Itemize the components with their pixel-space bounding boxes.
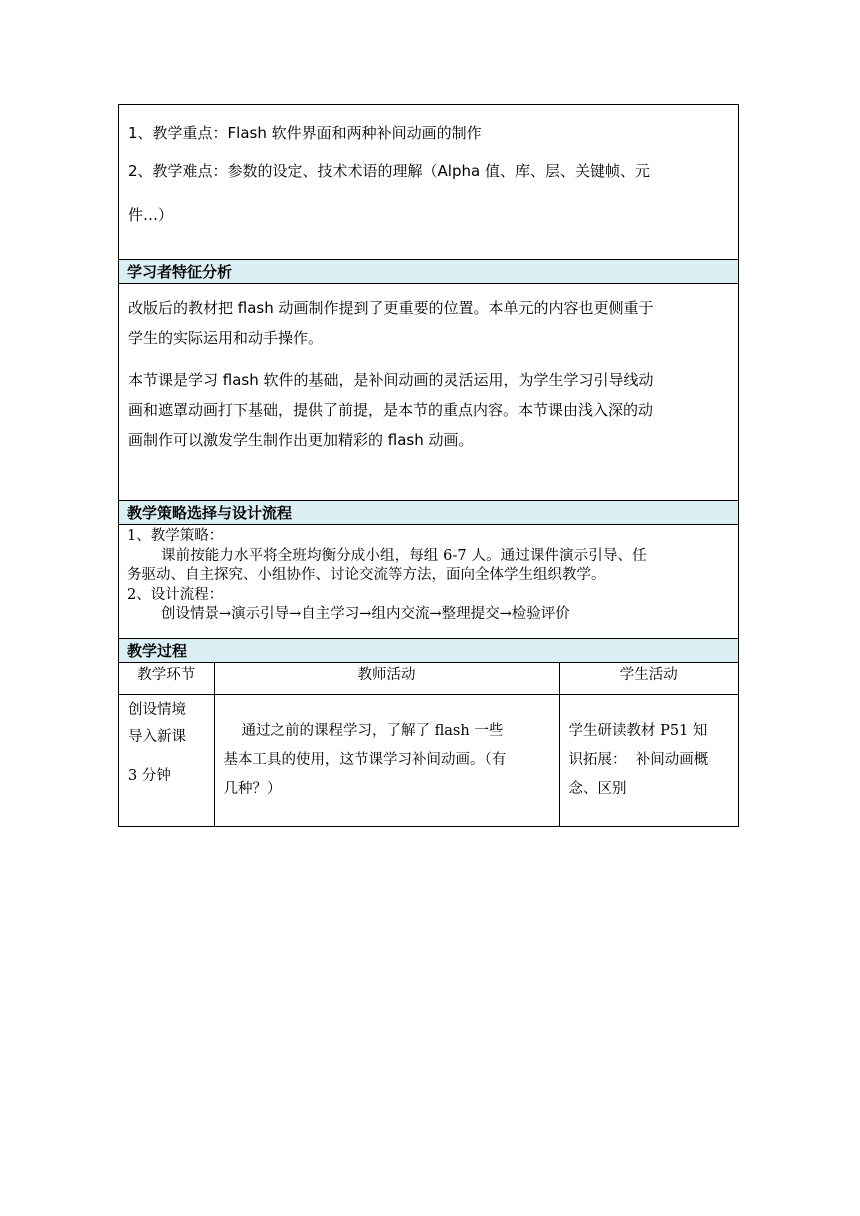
process-table-header [119, 663, 738, 695]
strategy-item2-flow: 创设情景→演示引导→自主学习→组内交流→整理提交→检验评价 [161, 606, 570, 622]
learner-para2-line1: 本节课是学习 flash 软件的基础，是补间动画的灵活运用，为学生学习引导线动 [128, 371, 654, 389]
key-point-line: 1、教学重点：Flash 软件界面和两种补间动画的制作 [128, 124, 482, 142]
col-student-header: 学生活动 [559, 663, 738, 695]
learner-para1-line1: 改版后的教材把 flash 动画制作提到了更重要的位置。本单元的内容也更侧重于 [128, 299, 654, 317]
strategy-item1-title: 1、教学策略： [127, 528, 224, 544]
learner-para1-line2: 学生的实际运用和动手操作。 [128, 329, 324, 347]
teacher-line-1: 通过之前的课程学习，了解了 flash 一些 [241, 723, 504, 739]
learner-section [119, 283, 738, 500]
stage-line-2: 导入新课 [128, 729, 186, 745]
col-stage-header: 教学环节 [119, 663, 214, 695]
student-line-3: 念、区别 [568, 781, 627, 797]
difficulty-line-1: 2、教学难点：参数的设定、技术术语的理解（Alpha 值、库、层、关键帧、元 [128, 162, 650, 180]
teacher-activity-cell [214, 695, 559, 826]
difficulty-line-2: 件…） [128, 206, 174, 224]
strategy-item1-line2: 务驱动、自主探究、小组协作、讨论交流等方法，面向全体学生组织教学。 [127, 567, 606, 583]
strategy-item2-title: 2、设计流程： [127, 586, 224, 603]
teacher-line-2: 基本工具的使用，这节课学习补间动画。（有 [223, 752, 507, 768]
stage-time: 3 分钟 [128, 768, 171, 784]
strategy-item1-line1: 课前按能力水平将全班均衡分成小组，每组 6-7 人。通过课件演示引导、任 [161, 547, 647, 564]
student-activity-cell [559, 695, 738, 826]
strategy-heading: 教学策略选择与设计流程 [119, 500, 738, 524]
lesson-plan-table [118, 104, 739, 827]
stage-cell [119, 695, 214, 826]
learner-heading: 学习者特征分析 [119, 259, 738, 283]
process-table [119, 662, 738, 826]
strategy-section [119, 524, 738, 638]
teacher-line-3: 几种？） [223, 781, 282, 797]
col-teacher-header: 教师活动 [214, 663, 559, 695]
focus-section [119, 110, 738, 259]
student-line-1: 学生研读教材 P51 知 [568, 723, 708, 739]
student-line-2: 识拓展： 补间动画概 [568, 752, 709, 768]
learner-para2-line2: 画和遮罩动画打下基础，提供了前提，是本节的重点内容。本节课由浅入深的动 [128, 401, 654, 419]
learner-para2-line3: 画制作可以激发学生制作出更加精彩的 flash 动画。 [128, 431, 474, 449]
process-heading: 教学过程 [119, 638, 738, 662]
table-row [119, 695, 738, 826]
stage-line-1: 创设情境 [128, 702, 186, 718]
